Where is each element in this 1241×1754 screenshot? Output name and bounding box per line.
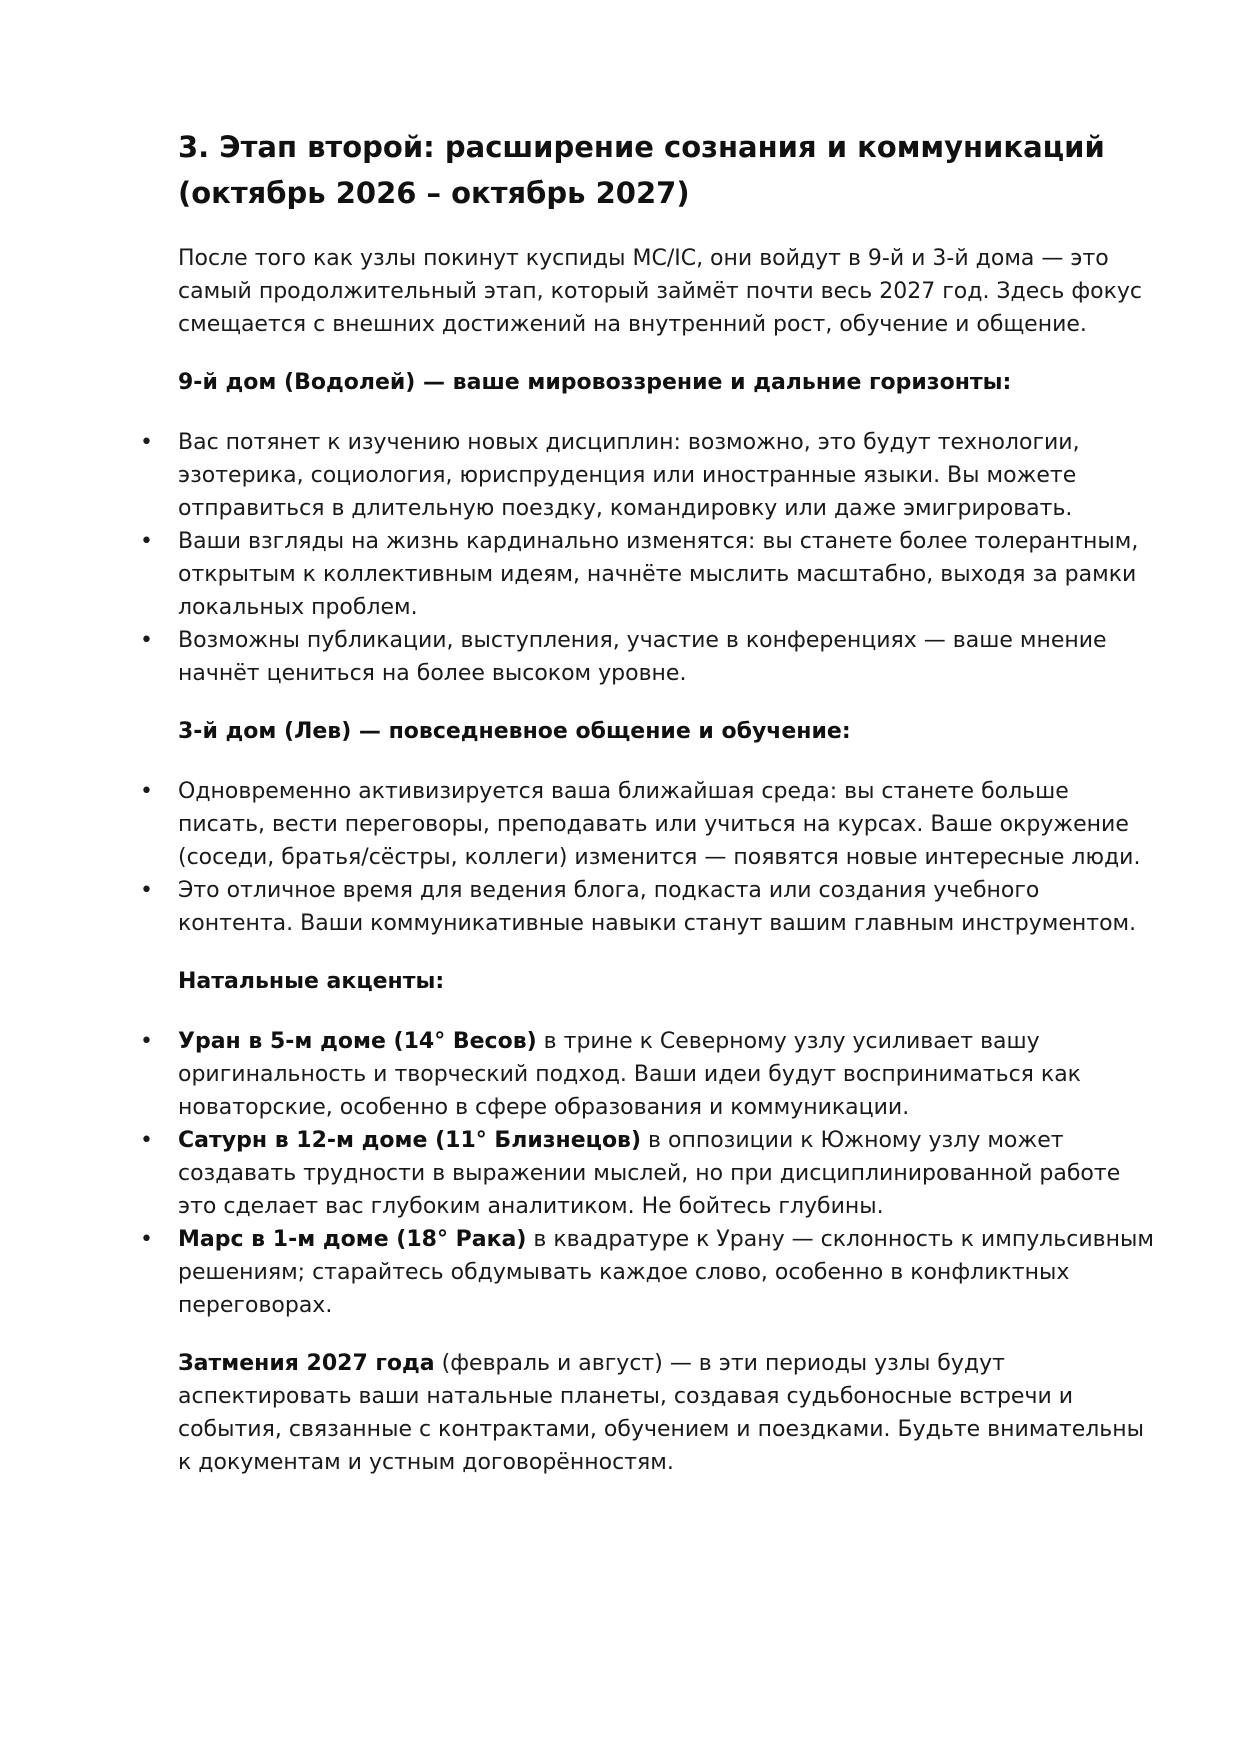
natal-heading: Натальные акценты:	[178, 969, 445, 994]
intro-paragraph: После того как узлы покинут куспиды MC/IC, они войдут в 9-й и 3-й дома — это самый продолжительный этап, который займёт почти весь 2027 год. Здесь фокус смещается с внешних достижений на внутренний рост, обучение и общение.	[178, 246, 1143, 337]
document-content	[140, 124, 1158, 1479]
list-item-text: Это отличное время для ведения блога, подкаста или создания учебного контента. Ваши коммуникативные навыки станут вашим главным инструментом.	[178, 878, 1137, 936]
list-item-text: в трине к Северному узлу усиливает вашу оригинальность и творческий подход. Ваши идеи будут восприниматься как новаторские, особенно в сфере образования и коммуникации.	[178, 1029, 1081, 1120]
bullet-icon: •	[140, 1227, 153, 1252]
bullet-icon: •	[140, 1128, 153, 1153]
list-item	[140, 426, 1158, 525]
list-item-text: Одновременно активизируется ваша ближайшая среда: вы станете больше писать, вести переговоры, преподавать или учиться на курсах. Ваше окружение (соседи, братья/сёстры, коллеги) изменится — появятся новые интересные люди.	[178, 779, 1141, 870]
list-item	[140, 525, 1158, 624]
eclipses-bold: Затмения 2027 года	[178, 1351, 435, 1376]
bullet-icon: •	[140, 430, 153, 455]
list-item-text: в оппозиции к Южному узлу может создавать трудности в выражении мыслей, но при дисциплинированной работе это сделает вас глубоким аналитиком. Не бойтесь глубины.	[178, 1128, 1121, 1219]
natal-list	[140, 1025, 1158, 1322]
list-item	[140, 1025, 1158, 1124]
house3-heading: 3-й дом (Лев) — повседневное общение и обучение:	[178, 719, 851, 744]
list-item-text: Ваши взгляды на жизнь кардинально изменятся: вы станете более толерантным, открытым к коллективным идеям, начнёте мыслить масштабно, выходя за рамки локальных проблем.	[178, 529, 1139, 620]
list-item-text: в квадратуре к Урану — склонность к импульсивным решениям; старайтесь обдумывать каждое слово, особенно в конфликтных переговорах.	[178, 1227, 1154, 1318]
bullet-icon: •	[140, 878, 153, 903]
house3-list	[140, 775, 1158, 940]
bullet-icon: •	[140, 779, 153, 804]
section-heading-line-2: (октябрь 2026 – октябрь 2027)	[178, 176, 690, 210]
house9-list	[140, 426, 1158, 690]
list-item	[140, 1124, 1158, 1223]
section-heading-line-1: 3. Этап второй: расширение сознания и коммуникаций	[178, 130, 1105, 164]
list-item-bold: Марс в 1-м доме (18° Рака)	[178, 1227, 527, 1252]
list-item	[140, 1223, 1158, 1322]
list-item-bold: Сатурн в 12-м доме (11° Близнецов)	[178, 1128, 642, 1153]
list-item	[140, 624, 1158, 690]
list-item	[140, 775, 1158, 874]
section-heading	[178, 124, 1158, 216]
list-item	[140, 874, 1158, 940]
bullet-icon: •	[140, 529, 153, 554]
list-item-text: Возможны публикации, выступления, участие в конференциях — ваше мнение начнёт цениться на более высоком уровне.	[178, 628, 1107, 686]
bullet-icon: •	[140, 1029, 153, 1054]
eclipses-paragraph	[178, 1347, 1158, 1479]
eclipses-text: (февраль и август) — в эти периоды узлы будут аспектировать ваши натальные планеты, создавая судьбоносные встречи и события, связанные с контрактами, обучением и поездками. Будьте внимательны к документам и устным договорённостям.	[178, 1351, 1145, 1475]
list-item-text: Вас потянет к изучению новых дисциплин: возможно, это будут технологии, эзотерика, социология, юриспруденция или иностранные языки. Вы можете отправиться в длительную поездку, командировку или даже эмигрировать.	[178, 430, 1080, 521]
list-item-bold: Уран в 5-м доме (14° Весов)	[178, 1029, 537, 1054]
house9-heading: 9-й дом (Водолей) — ваше мировоззрение и дальние горизонты:	[178, 370, 1012, 395]
bullet-icon: •	[140, 628, 153, 653]
